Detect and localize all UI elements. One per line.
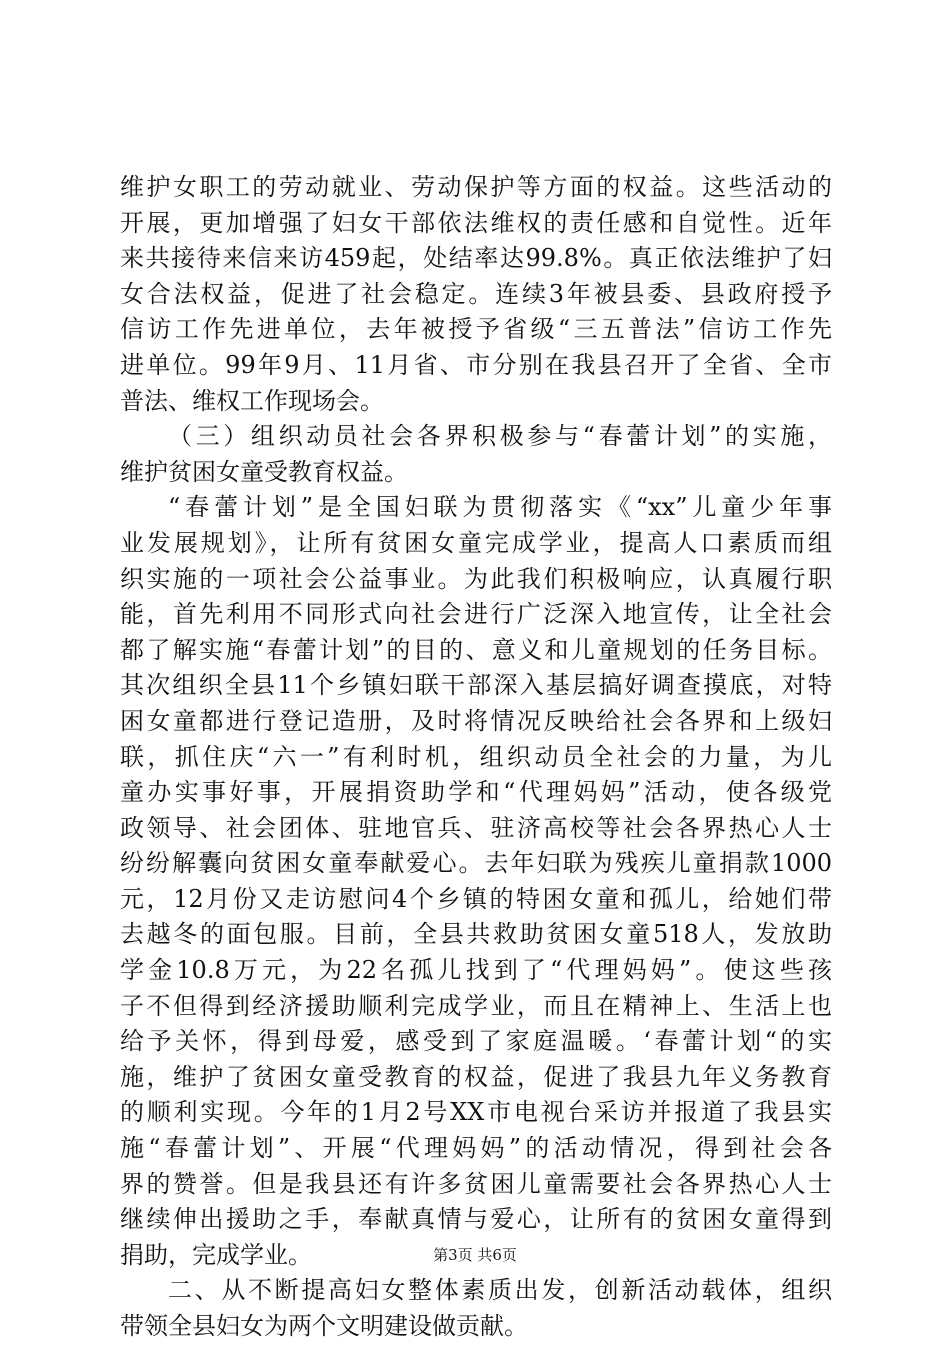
text-line: 业发展规划》，让所有贫困女童完成学业，提高人口素质而组 <box>120 528 832 557</box>
text-line: 进单位。99年9月、11月省、市分别在我县召开了全省、全市 <box>120 350 832 379</box>
text-line: 子不但得到经济援助顺利完成学业，而且在精神上、生活上也 <box>120 991 832 1020</box>
text-line: 政领导、社会团体、驻地官兵、驻济高校等社会各界热心人士 <box>120 813 832 842</box>
section-heading-line: 二、从不断提高妇女整体素质出发，创新活动载体，组织 <box>168 1276 832 1305</box>
text-line: “春蕾计划”是全国妇联为贯彻落实《“xx”儿童少年事 <box>168 493 832 522</box>
text-line: 信访工作先进单位，去年被授予省级“三五普法”信访工作先 <box>120 315 832 344</box>
text-line: 去越冬的面包服。目前，全县共救助贫困女童518人，发放助 <box>120 920 832 949</box>
text-line: 学金10.8万元，为22名孤儿找到了“代理妈妈”。使这些孩 <box>120 956 832 985</box>
text-line: 界的赞誉。但是我县还有许多贫困儿童需要社会各界热心人士 <box>120 1169 832 1198</box>
section-heading-line: 维护贫困女童受教育权益。 <box>120 457 408 486</box>
text-line: 施，维护了贫困女童受教育的权益，促进了我县九年义务教育 <box>120 1062 832 1091</box>
text-line: 困女童都进行登记造册，及时将情况反映给社会各界和上级妇 <box>120 706 832 735</box>
text-line: 的顺利实现。今年的1月2号XX市电视台采访并报道了我县实 <box>120 1098 832 1127</box>
text-line: 元，12月份又走访慰问4个乡镇的特困女童和孤儿，给她们带 <box>120 884 832 913</box>
text-line: 纷纷解囊向贫困女童奉献爱心。去年妇联为残疾儿童捐款1000 <box>120 849 832 878</box>
text-line: 捐助，完成学业。 <box>120 1240 312 1269</box>
text-line: 童办实事好事，开展捐资助学和“代理妈妈”活动，使各级党 <box>120 778 832 807</box>
section-heading-line: （三）组织动员社会各界积极参与“春蕾计划”的实施， <box>168 422 832 451</box>
text-line: 继续伸出援助之手，奉献真情与爱心，让所有的贫困女童得到 <box>120 1205 832 1234</box>
text-line: 都了解实施“春蕾计划”的目的、意义和儿童规划的任务目标。 <box>120 635 832 664</box>
text-line: 女合法权益，促进了社会稳定。连续3年被县委、县政府授予 <box>120 279 832 308</box>
text-line: 织实施的一项社会公益事业。为此我们积极响应，认真履行职 <box>120 564 832 593</box>
page-number-footer: 第3页 共6页 <box>433 1246 517 1264</box>
document-body <box>120 170 832 1345</box>
text-line: 给予关怀，得到母爱，感受到了家庭温暖。‘春蕾计划“的实 <box>120 1027 832 1056</box>
text-line: 施“春蕾计划”、开展“代理妈妈”的活动情况，得到社会各 <box>120 1134 832 1163</box>
text-line: 来共接待来信来访459起，处结率达99.8%。真正依法维护了妇 <box>120 244 832 273</box>
section-heading-line: 带领全县妇女为两个文明建设做贡献。 <box>120 1312 528 1340</box>
text-line: 开展，更加增强了妇女干部依法维权的责任感和自觉性。近年 <box>120 208 832 237</box>
text-line: 能，首先利用不同形式向社会进行广泛深入地宣传，让全社会 <box>120 600 832 629</box>
text-line: 其次组织全县11个乡镇妇联干部深入基层搞好调查摸底，对特 <box>120 671 832 700</box>
text-line: 普法、维权工作现场会。 <box>120 386 384 415</box>
text-line: 维护女职工的劳动就业、劳动保护等方面的权益。这些活动的 <box>120 173 832 201</box>
text-line: 联，抓住庆“六一”有利时机，组织动员全社会的力量，为儿 <box>120 742 832 771</box>
